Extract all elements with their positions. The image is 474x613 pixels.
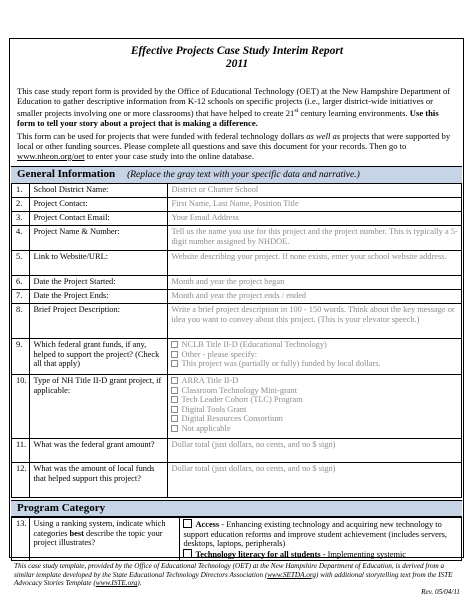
option-tlc[interactable]: Tech Leader Cohort (TLC) Program xyxy=(171,395,458,405)
field-label: Project Contact: xyxy=(30,198,168,212)
program-category-heading: Program Category xyxy=(11,500,462,517)
field-label: Using a ranking system, indicate which categories best describe the topic your project illustrates? xyxy=(30,518,180,561)
checkbox-icon[interactable] xyxy=(171,406,178,413)
checkbox-icon[interactable] xyxy=(171,415,178,422)
form-row: 1. School District Name: District or Charter School xyxy=(12,184,462,198)
field-label: Date the Project Ends: xyxy=(30,290,168,304)
form-row: 11. What was the federal grant amount? Dollar total (just dollars, no cents, and no $ sign) xyxy=(12,439,462,463)
form-row: 12. What was the amount of local funds that helped support this project? Dollar total (just dollars, no cents, and no $ sign) xyxy=(12,463,462,498)
field-label: What was the federal grant amount? xyxy=(30,439,168,463)
end-date-field[interactable]: Month and year the project ends / ended xyxy=(168,290,462,304)
form-row: 8. Brief Project Description: Write a brief project description in 100 - 150 words. Think about the key message or idea you want to convey about this project. (This is your elevator speech.) xyxy=(12,304,462,339)
start-date-field[interactable]: Month and year the project began xyxy=(168,276,462,290)
form-row: 7. Date the Project Ends: Month and year the project ends / ended xyxy=(12,290,462,304)
federal-amount-field[interactable]: Dollar total (just dollars, no cents, and no $ sign) xyxy=(168,439,462,463)
category-options xyxy=(180,518,462,561)
option-local-dollars[interactable]: This project was (partially or fully) funded by local dollars. xyxy=(171,359,458,369)
title-line-1: Effective Projects Case Study Interim Report xyxy=(130,45,344,57)
field-label: Project Contact Email: xyxy=(30,212,168,226)
option-access[interactable]: Access - Enhancing existing technology and acquiring new technology to support education reforms and improve student achievement (includes servers, desktops, laptops, peripherals) xyxy=(183,520,447,549)
oet-link[interactable]: www.nheon.org/oet xyxy=(17,151,85,161)
footer-note: This case study template, provided by the Office of Educational Technology (OET) at the New Hampshire Department of Education, is derived from a similar template developed by the State Educational Technology Directors Association (www.SETDA.org) with additional storytelling text from the ISTE Advocacy Stories Template (www.ISTE.org). xyxy=(14,562,453,588)
form-row: 9. Which federal grant funds, if any, helped to support the project? (Check all that apply) NCLB Title II-D (Educational Technology) Other - please specify: This project was (partially or fully) funded by local dollars. xyxy=(12,339,462,375)
program-category-table xyxy=(11,517,462,561)
option-digital-resources[interactable]: Digital Resources Consortium xyxy=(171,414,458,424)
option-mini-grant[interactable]: Classroom Technology Mini-grant xyxy=(171,386,458,396)
field-label: Project Name & Number: xyxy=(30,226,168,251)
general-information-heading: General Information (Replace the gray text with your specific data and narrative.) xyxy=(11,166,462,184)
field-label: Which federal grant funds, if any, helped to support the project? (Check all that apply) xyxy=(30,339,168,375)
option-arra[interactable]: ARRA Title II-D xyxy=(171,376,458,386)
field-label: Date the Project Started: xyxy=(30,276,168,290)
form-row: 5. Link to Website/URL: Website describing your project. If none exists, enter your school website address. xyxy=(12,251,462,276)
checkbox-icon[interactable] xyxy=(171,360,178,367)
option-nclb[interactable]: NCLB Title II-D (Educational Technology) xyxy=(171,340,458,350)
report-title xyxy=(0,45,474,71)
school-district-field[interactable]: District or Charter School xyxy=(168,184,462,198)
project-name-field[interactable]: Tell us the name you use for this project and the project number. This is typically a 5-digit number assigned by NHDOE. xyxy=(168,226,462,251)
intro-paragraph-1: This case study report form is provided by the Office of Educational Technology (OET) at the New Hampshire Department of Education to gather descriptive information from K-12 schools on specific projects (i.e., larger district-wide initiatives or smaller projects involving one or more classrooms) that have helped to create 21st century learning environments. Use this form to tell your story about a project that is making a difference. xyxy=(17,86,451,128)
option-digital-tools[interactable]: Digital Tools Grant xyxy=(171,405,458,415)
checkbox-icon[interactable] xyxy=(183,519,192,528)
checkbox-icon[interactable] xyxy=(171,387,178,394)
field-label: Type of NH Title II-D grant project, if applicable: xyxy=(30,375,168,439)
federal-funds-options xyxy=(168,339,462,375)
option-technology-literacy[interactable]: Technology literacy for all students - Implementing systemic xyxy=(183,549,458,560)
form-row: 4. Project Name & Number: Tell us the name you use for this project and the project number. This is typically a 5-digit number assigned by NHDOE. xyxy=(12,226,462,251)
form-row: 13. Using a ranking system, indicate which categories best describe the topic your project illustrates? Access - Enhancing existing technology and acquiring new technology to support education reforms and improve student achievement (includes servers, desktops, laptops, peripherals) Technology literacy for all students - Implementing systemic xyxy=(12,518,462,561)
form-row: 2. Project Contact: First Name, Last Name, Position Title xyxy=(12,198,462,212)
contact-email-field[interactable]: Your Email Address xyxy=(168,212,462,226)
grant-type-options xyxy=(168,375,462,439)
title-year: 2011 xyxy=(225,58,249,70)
iste-link[interactable]: www.ISTE.org xyxy=(95,579,138,588)
website-url-field[interactable]: Website describing your project. If none exists, enter your school website address. xyxy=(168,251,462,276)
setda-link[interactable]: www.SETDA.org xyxy=(267,570,316,579)
option-other[interactable]: Other - please specify: xyxy=(171,350,458,360)
general-information-table xyxy=(11,183,462,498)
intro-paragraph-2: This form can be used for projects that were funded with federal technology dollars as well as projects that were supported by local or other funding sources. Please complete all questions and save this document for your records. Then go to www.nheon.org/oet to enter your case study into the online database. xyxy=(17,131,451,161)
project-description-field[interactable]: Write a brief project description in 100 - 150 words. Think about the key message or idea you want to convey about this project. (This is your elevator speech.) xyxy=(168,304,462,339)
option-not-applicable[interactable]: Not applicable xyxy=(171,424,458,434)
revision-date: Rev. 05/04/11 xyxy=(421,588,460,596)
checkbox-icon[interactable] xyxy=(171,396,178,403)
form-row: 6. Date the Project Started: Month and year the project began xyxy=(12,276,462,290)
field-label: What was the amount of local funds that helped support this project? xyxy=(30,463,168,498)
local-funds-field[interactable]: Dollar total (just dollars, no cents, and no $ sign) xyxy=(168,463,462,498)
form-row: 3. Project Contact Email: Your Email Address xyxy=(12,212,462,226)
checkbox-icon[interactable] xyxy=(171,351,178,358)
field-label: Brief Project Description: xyxy=(30,304,168,339)
instruction-note: (Replace the gray text with your specific data and narrative.) xyxy=(127,170,360,180)
checkbox-icon[interactable] xyxy=(171,377,178,384)
checkbox-icon[interactable] xyxy=(171,425,178,432)
field-label: School District Name: xyxy=(30,184,168,198)
field-label: Link to Website/URL: xyxy=(30,251,168,276)
project-contact-field[interactable]: First Name, Last Name, Position Title xyxy=(168,198,462,212)
form-row: 10. Type of NH Title II-D grant project, if applicable: ARRA Title II-D Classroom Technology Mini-grant Tech Leader Cohort (TLC) Program Digital Tools Grant Digital Resources Consortium Not applicable xyxy=(12,375,462,439)
checkbox-icon[interactable] xyxy=(171,341,178,348)
checkbox-icon[interactable] xyxy=(183,549,192,558)
